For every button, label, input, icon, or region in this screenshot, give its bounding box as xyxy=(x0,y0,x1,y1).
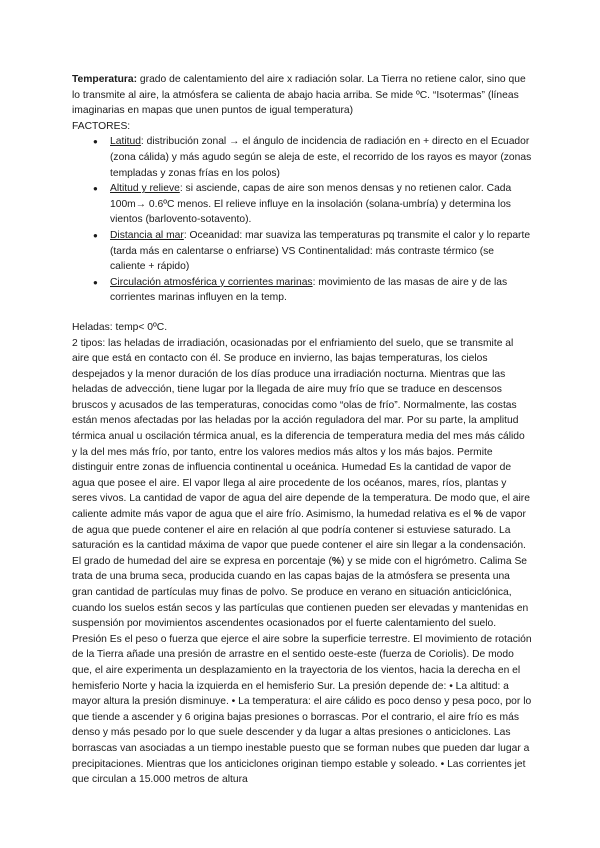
temperatura-paragraph xyxy=(72,72,532,119)
factor-name: Circulación atmosférica y corrientes marinas xyxy=(110,276,313,288)
heladas-body-part-c: ) y se mide con el higrómetro. Calima Se trata de una bruma seca, producida cuando en las capas bajas de la atmósfera se presenta una gran cantidad de partículas muy finas de polvo. Se produce en verano en situación anticiclónica, cuando los suelos están secos y las partículas que contienen pueden ser elevadas y mantenidas en suspensión por movimientos ascendentes ocasionados por el fuerte calentamiento del suelo. Presión Es el peso o fuerza que ejerce el aire sobre la superficie terrestre. El movimiento de rotación de la Tierra añade una presión de arrastre en el sentido oeste-este (fuerza de Coriolis). De modo que, el aire experimenta un desplazamiento en la trayectoria de los vientos, hacia la derecha en el hemisferio Norte y hacia la izquierda en el hemisferio Sur. La presión depende de: • La altitud: a mayor altura la presión disminuye. • La temperatura: el aire cálido es poco denso y pesa poco, por lo que tiende a ascender y 6 origina bajas presiones o borrascas. Por el contrario, el aire frío es más denso y más pesado por lo que suele descender y da lugar a altas presiones o anticiclones. Las borrascas van asociadas a un tiempo inestable puesto que se forman nubes que pueden dar lugar a precipitaciones. Mientras que los anticiclones originan tiempo estable y soleado. • Las corrientes jet que circulan a 15.000 metros de altura xyxy=(72,555,532,786)
factor-item-circulacion xyxy=(110,275,532,306)
factor-item-altitud xyxy=(110,181,532,228)
heladas-body xyxy=(72,336,532,788)
heladas-body-part-a: 2 tipos: las heladas de irradiación, ocasionadas por el enfriamiento del suelo, que se transmite al aire que está en contacto con él. Se produce en invierno, las bajas temperaturas, los cielos despejados y la menor duración de los días produce una irradiación nocturna. Mientras que las heladas de advección, tiene lugar por la llegada de aire muy frío que se traduce en descensos bruscos y acusados de las temperaturas, conocidas como “olas de frío”. Normalmente, las costas están menos afectadas por las heladas por la acción reguladora del mar. Por su parte, la amplitud térmica anual u oscilación térmica anual, es la diferencia de temperatura media del mes más cálido y la del mes más frío, por tanto, entre los valores medios más altos y los más bajos. Permite distinguir entre zonas de influencia continental u oceánica. Humedad Es la cantidad de vapor de agua que posee el aire. El vapor llega al aire procedente de los océanos, mares, ríos, plantas y seres vivos. La cantidad de vapor de agua del aire depende de la temperatura. De modo que, el aire caliente admite más vapor de agua que el aire frío. Asimismo, la humedad relativa es el xyxy=(72,337,530,521)
heladas-title: Heladas: temp< 0ºC. xyxy=(72,321,168,333)
factor-name: Altitud y relieve xyxy=(110,183,180,195)
heladas-body-part-b: de vapor de agua que puede contener el aire en relación al que podría contener si estuviese saturado. La saturación es la cantidad máxima de vapor que puede contener el aire sin llegar a la condensación. El grado de humedad del aire se expresa en porcentaje ( xyxy=(72,509,526,567)
document-page xyxy=(72,72,532,788)
factor-item-latitud xyxy=(110,134,532,181)
factor-name: Distancia al mar xyxy=(110,229,184,241)
percent-symbol: % xyxy=(331,555,342,567)
percent-symbol: % xyxy=(473,509,483,521)
temperatura-definition: grado de calentamiento del aire x radiación solar. La Tierra no retiene calor, sino que lo transmite al aire, la atmósfera se calienta de abajo hacia arriba. Se mide ºC. “Isotermas” (líneas imaginarias en mapas que unen puntos de igual temperatura) xyxy=(72,74,526,117)
paragraph-gap xyxy=(72,306,532,320)
factor-item-distancia-mar xyxy=(110,228,532,275)
factor-text: : Oceanidad: mar suaviza las temperaturas pq transmite el calor y lo reparte (tarda más en calentarse o enfriarse) VS Continentalidad: más contraste térmico (se caliente + rápido) xyxy=(110,229,531,273)
factores-heading: FACTORES: xyxy=(72,120,131,132)
factor-text: : si asciende, capas de aire son menos densas y no retienen calor. Cada 100m→ 0.6ºC menos. El relieve influye en la insolación (solana-umbría) y determina los vientos (barlovento-sotavento). xyxy=(110,183,512,226)
factor-text: : distribución zonal → el ángulo de incidencia de radiación en + directo en el Ecuador (zona cálida) y más agudo según se aleja de este, el recorrido de los rayos es mayor (zonas templadas y zonas frías en los polos) xyxy=(110,136,532,179)
factores-list xyxy=(72,134,532,306)
factor-text: : movimiento de las masas de aire y de las corrientes marinas influyen en la temp. xyxy=(110,276,508,304)
temperatura-term: Temperatura: xyxy=(72,74,138,85)
factor-name: Latitud xyxy=(110,136,141,148)
